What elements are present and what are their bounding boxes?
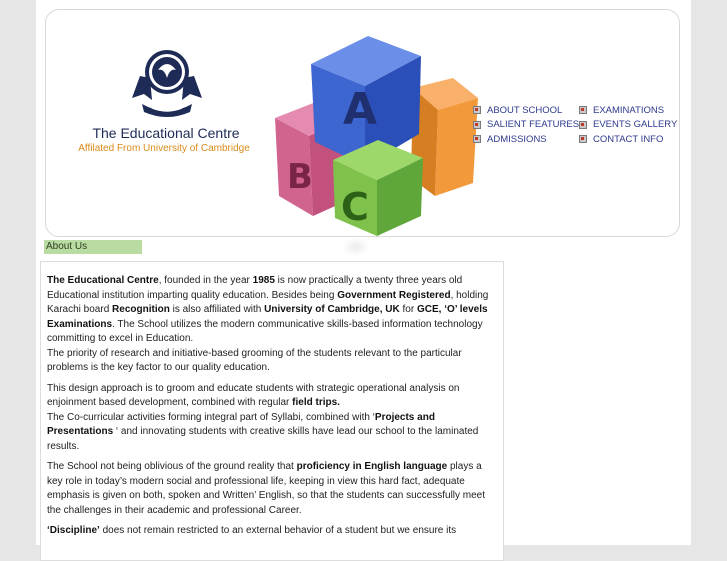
block-letter-c: C — [341, 185, 369, 229]
paragraph-approach: This design approach is to groom and educate students with strategic operational analysis on enjoinment based development, combined with regular field trips. The Co-curricular activities forming integral part of Syllabi, combined with ‘Projects and Presentations ‘ and innovating students with creative skills have lead our school to the laminated results. — [47, 382, 479, 452]
nav-column-2 — [579, 103, 677, 147]
bullet-icon — [473, 106, 481, 114]
about-us-tab: About Us — [44, 240, 142, 254]
block-letter-b: B — [287, 157, 313, 197]
about-content-panel — [40, 261, 504, 561]
paragraph-english: The School not being oblivious of the ground reality that proficiency in English language plays a key role in today’s modern social and professional life, keeping in view this hard fact, adequate emphasis is given on both, spoken and Written’ English, so that the students can successfully meet the challenges in their academic and professional Career. — [47, 461, 486, 516]
nav-label: ADMISSIONS — [487, 133, 547, 145]
page-container — [36, 0, 691, 545]
nav-about-school[interactable] — [473, 103, 579, 118]
nav-column-1 — [473, 103, 579, 147]
bullet-icon — [473, 135, 481, 143]
decorative-glow — [343, 238, 369, 256]
nav-label: SALIENT FEATURES — [487, 119, 580, 131]
nav-salient-features[interactable] — [473, 118, 579, 133]
bullet-icon — [579, 121, 587, 129]
nav-admissions[interactable] — [473, 132, 579, 147]
school-crest-logo — [130, 48, 204, 120]
block-letter-a: A — [343, 84, 378, 135]
org-subtitle: Affilated From University of Cambridge — [78, 143, 250, 154]
nav-examinations[interactable] — [579, 103, 677, 118]
nav-events-gallery[interactable] — [579, 118, 677, 133]
bullet-icon — [579, 106, 587, 114]
paragraph-intro: The Educational Centre, founded in the year 1985 is now practically a twenty three years old Educational institution imparting quality education. Besides being Government Registered, holding Karachi board Recognition is also affiliated with University of Cambridge, UK for GCE, ‘O’ levels Examinations. The School utilizes the modern communicative skills-based information technology committing to excel in Education. The priority of research and initiative-based grooming of the students relevant to the particular problems is the key factor to our quality education. — [47, 275, 489, 373]
abc-blocks-image — [273, 28, 488, 238]
nav-label: EVENTS GALLERY — [593, 119, 678, 131]
bullet-icon — [473, 121, 481, 129]
org-name: The Educational Centre — [92, 125, 240, 141]
paragraph-discipline: ‘Discipline’ does not remain restricted to an external behavior of a student but we ensure its — [47, 525, 457, 536]
bullet-icon — [579, 135, 587, 143]
nav-label: ABOUT SCHOOL — [487, 104, 563, 116]
nav-label: CONTACT INFO — [593, 133, 664, 145]
nav-contact-info[interactable] — [579, 132, 677, 147]
nav-label: EXAMINATIONS — [593, 104, 665, 116]
